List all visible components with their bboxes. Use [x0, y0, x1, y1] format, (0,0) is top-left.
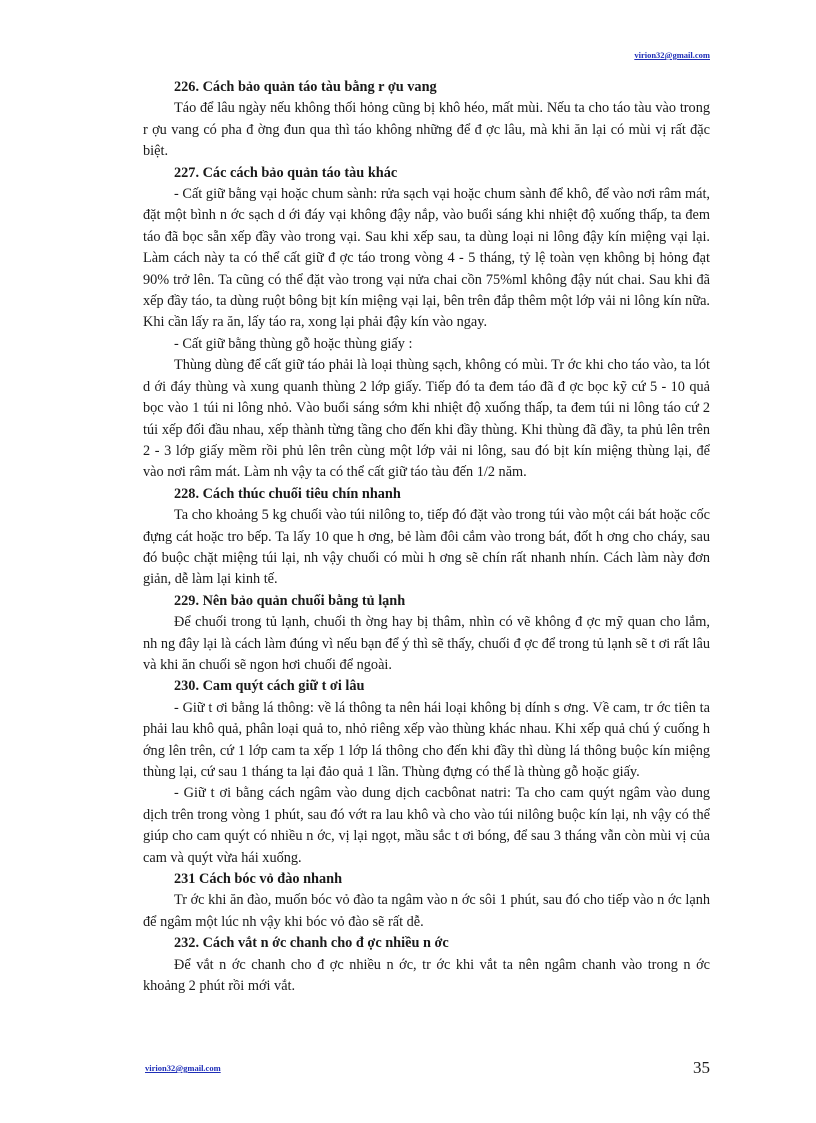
section-title: 232. Cách vắt n ớc chanh cho đ ợc nhiều n ớc — [174, 935, 449, 952]
section-title: 230. Cam quýt cách giữ t ơi lâu — [174, 678, 365, 695]
section-title: 226. Cách bảo quản táo tàu bằng r ợu vang — [174, 79, 437, 95]
paragraph: - Cất giữ bằng thùng gỗ hoặc thùng giấy : — [174, 335, 413, 352]
paragraph: - Cất giữ bằng vại hoặc chum sành: rửa sạch vại hoặc chum sành để khô, để vào nơi râm mát, đặt một bình n ớc sạch d ới đáy vại không đậy nắp, vào buổi sáng khi nhiệt độ xuống thấp, ta đem táo đã bọc sẵn xếp đầy vào trong vại. Sau khi xếp sau, ta dùng loại ni lông đậy kín miệng vại lại. Làm cách này ta có thể cất giữ đ ợc táo trong vòng 4 - 5 tháng, tỷ lệ toàn vẹn không bị hỏng đạt 90% trở lên. Ta cũng có thể đặt vào trong vại nửa chai cồn 75%ml không đậy nút chai. Sau khi đã xếp đầy táo, ta dùng ruột bông bịt kín miệng vại lại, bên trên đắp thêm một lớp vải ni lông kín nữa. Khi cần lấy ra ăn, lấy táo ra, xong lại phải đậy kín vào ngay. — [143, 186, 710, 331]
footer-email-link[interactable]: virion32@gmail.com — [145, 1063, 221, 1073]
section-title: 227. Các cách bảo quản táo tàu khác — [174, 164, 398, 181]
page-number: 35 — [693, 1058, 710, 1077]
section-title: 229. Nên bảo quản chuối bằng tủ lạnh — [174, 592, 406, 609]
page-body — [143, 77, 710, 997]
paragraph: Để chuối trong tủ lạnh, chuối th ờng hay bị thâm, nhìn có vẽ không đ ợc mỹ quan cho lắm, nh ng đây lại là cách làm đúng vì nếu bạn để ý thì sẽ thấy, chuối đ ợc để trong tủ lạnh sẽ t ơi rất lâu và khi ăn chuối sẽ ngon hơi chuối để ngoài. — [143, 614, 710, 673]
header-email-link[interactable]: virion32@gmail.com — [634, 50, 710, 60]
paragraph: - Giữ t ơi bằng lá thông: về lá thông ta nên hái loại không bị dính s ơng. Về cam, tr ớc tiên ta phải lau khô quả, phân loại quả to, nhỏ riêng xếp vào thùng khác nhau. Khi xếp quả chú ý cuống h ớng lên trên, cứ 1 lớp cam ta xếp 1 lớp lá thông cho đến khi đầy thì dùng lá thông buộc kín miệng thùng lại, cứ sau 1 tháng ta lại đảo quả 1 lần. Thùng đựng có thể là thùng gỗ hoặc giấy. — [143, 699, 710, 780]
paragraph: Táo để lâu ngày nếu không thối hỏng cũng bị khô héo, mất mùi. Nếu ta cho táo tàu vào trong r ợu vang có pha đ ờng đun qua thì táo không những để đ ợc lâu, mà khi ăn lại có mùi vị rất đặc biệt. — [143, 100, 710, 160]
paragraph: Thùng dùng để cất giữ táo phải là loại thùng sạch, không có mùi. Tr ớc khi cho táo vào, ta lót d ới đáy thùng và xung quanh thùng 2 lớp giấy. Tiếp đó ta đem táo đã đ ợc bọc kỹ cứ 5 - 10 quả bọc vào 1 túi ni lông nhỏ. Vào buổi sáng sớm khi nhiệt độ xuống thấp, ta đem túi ni lông táo cứ 2 túi xếp đối đầu nhau, xếp thành từng tầng cho đến khi đầy thùng. Khi thùng đã đầy, ta phủ lên trên 2 - 3 lớp giấy mềm rồi phủ lên trên cùng một lớp vải ni lông, sau đó bịt kín miệng thùng lại, để vào nơi râm mát. Làm nh vậy ta có thể cất giữ táo tàu đến 1/2 năm. — [143, 357, 710, 481]
paragraph: Tr ớc khi ăn đào, muốn bóc vỏ đào ta ngâm vào n ớc sôi 1 phút, sau đó cho tiếp vào n ớc lạnh để ngâm một lúc nh vậy khi bóc vỏ đào sẽ rất dễ. — [143, 892, 710, 930]
paragraph: Để vắt n ớc chanh cho đ ợc nhiều n ớc, tr ớc khi vắt ta nên ngâm chanh vào trong n ớc khoảng 2 phút rồi mới vắt. — [143, 956, 710, 995]
section-title: 228. Cách thúc chuối tiêu chín nhanh — [174, 485, 401, 502]
paragraph: Ta cho khoảng 5 kg chuối vào túi nilông to, tiếp đó đặt vào trong túi vào một cái bát hoặc cốc đựng cát hoặc tro bếp. Ta lấy 10 que h ơng, bẻ làm đôi cắm vào trong bát, đốt h ơng cho cháy, sau đó buộc chặt miệng túi lại, nh vậy chuối có mùi h ơng sẽ chín rất nhanh nhín. Cách làm này đơn giản, dễ làm lại kinh tế. — [143, 507, 710, 588]
section-title: 231 Cách bóc vỏ đào nhanh — [174, 871, 343, 888]
paragraph: - Giữ t ơi bằng cách ngâm vào dung dịch cacbônat natri: Ta cho cam quýt ngâm vào dung dịch trên trong vòng 1 phút, sau đó vớt ra lau khô và cho vào túi nilông buộc kín lại, nh vậy có thể giúp cho cam quýt có nhiều n ớc, vị lại ngọt, mầu sắc t ơi bóng, để sau 3 tháng vẫn còn mùi vị của cam và quýt vừa hái xuống. — [143, 785, 710, 866]
